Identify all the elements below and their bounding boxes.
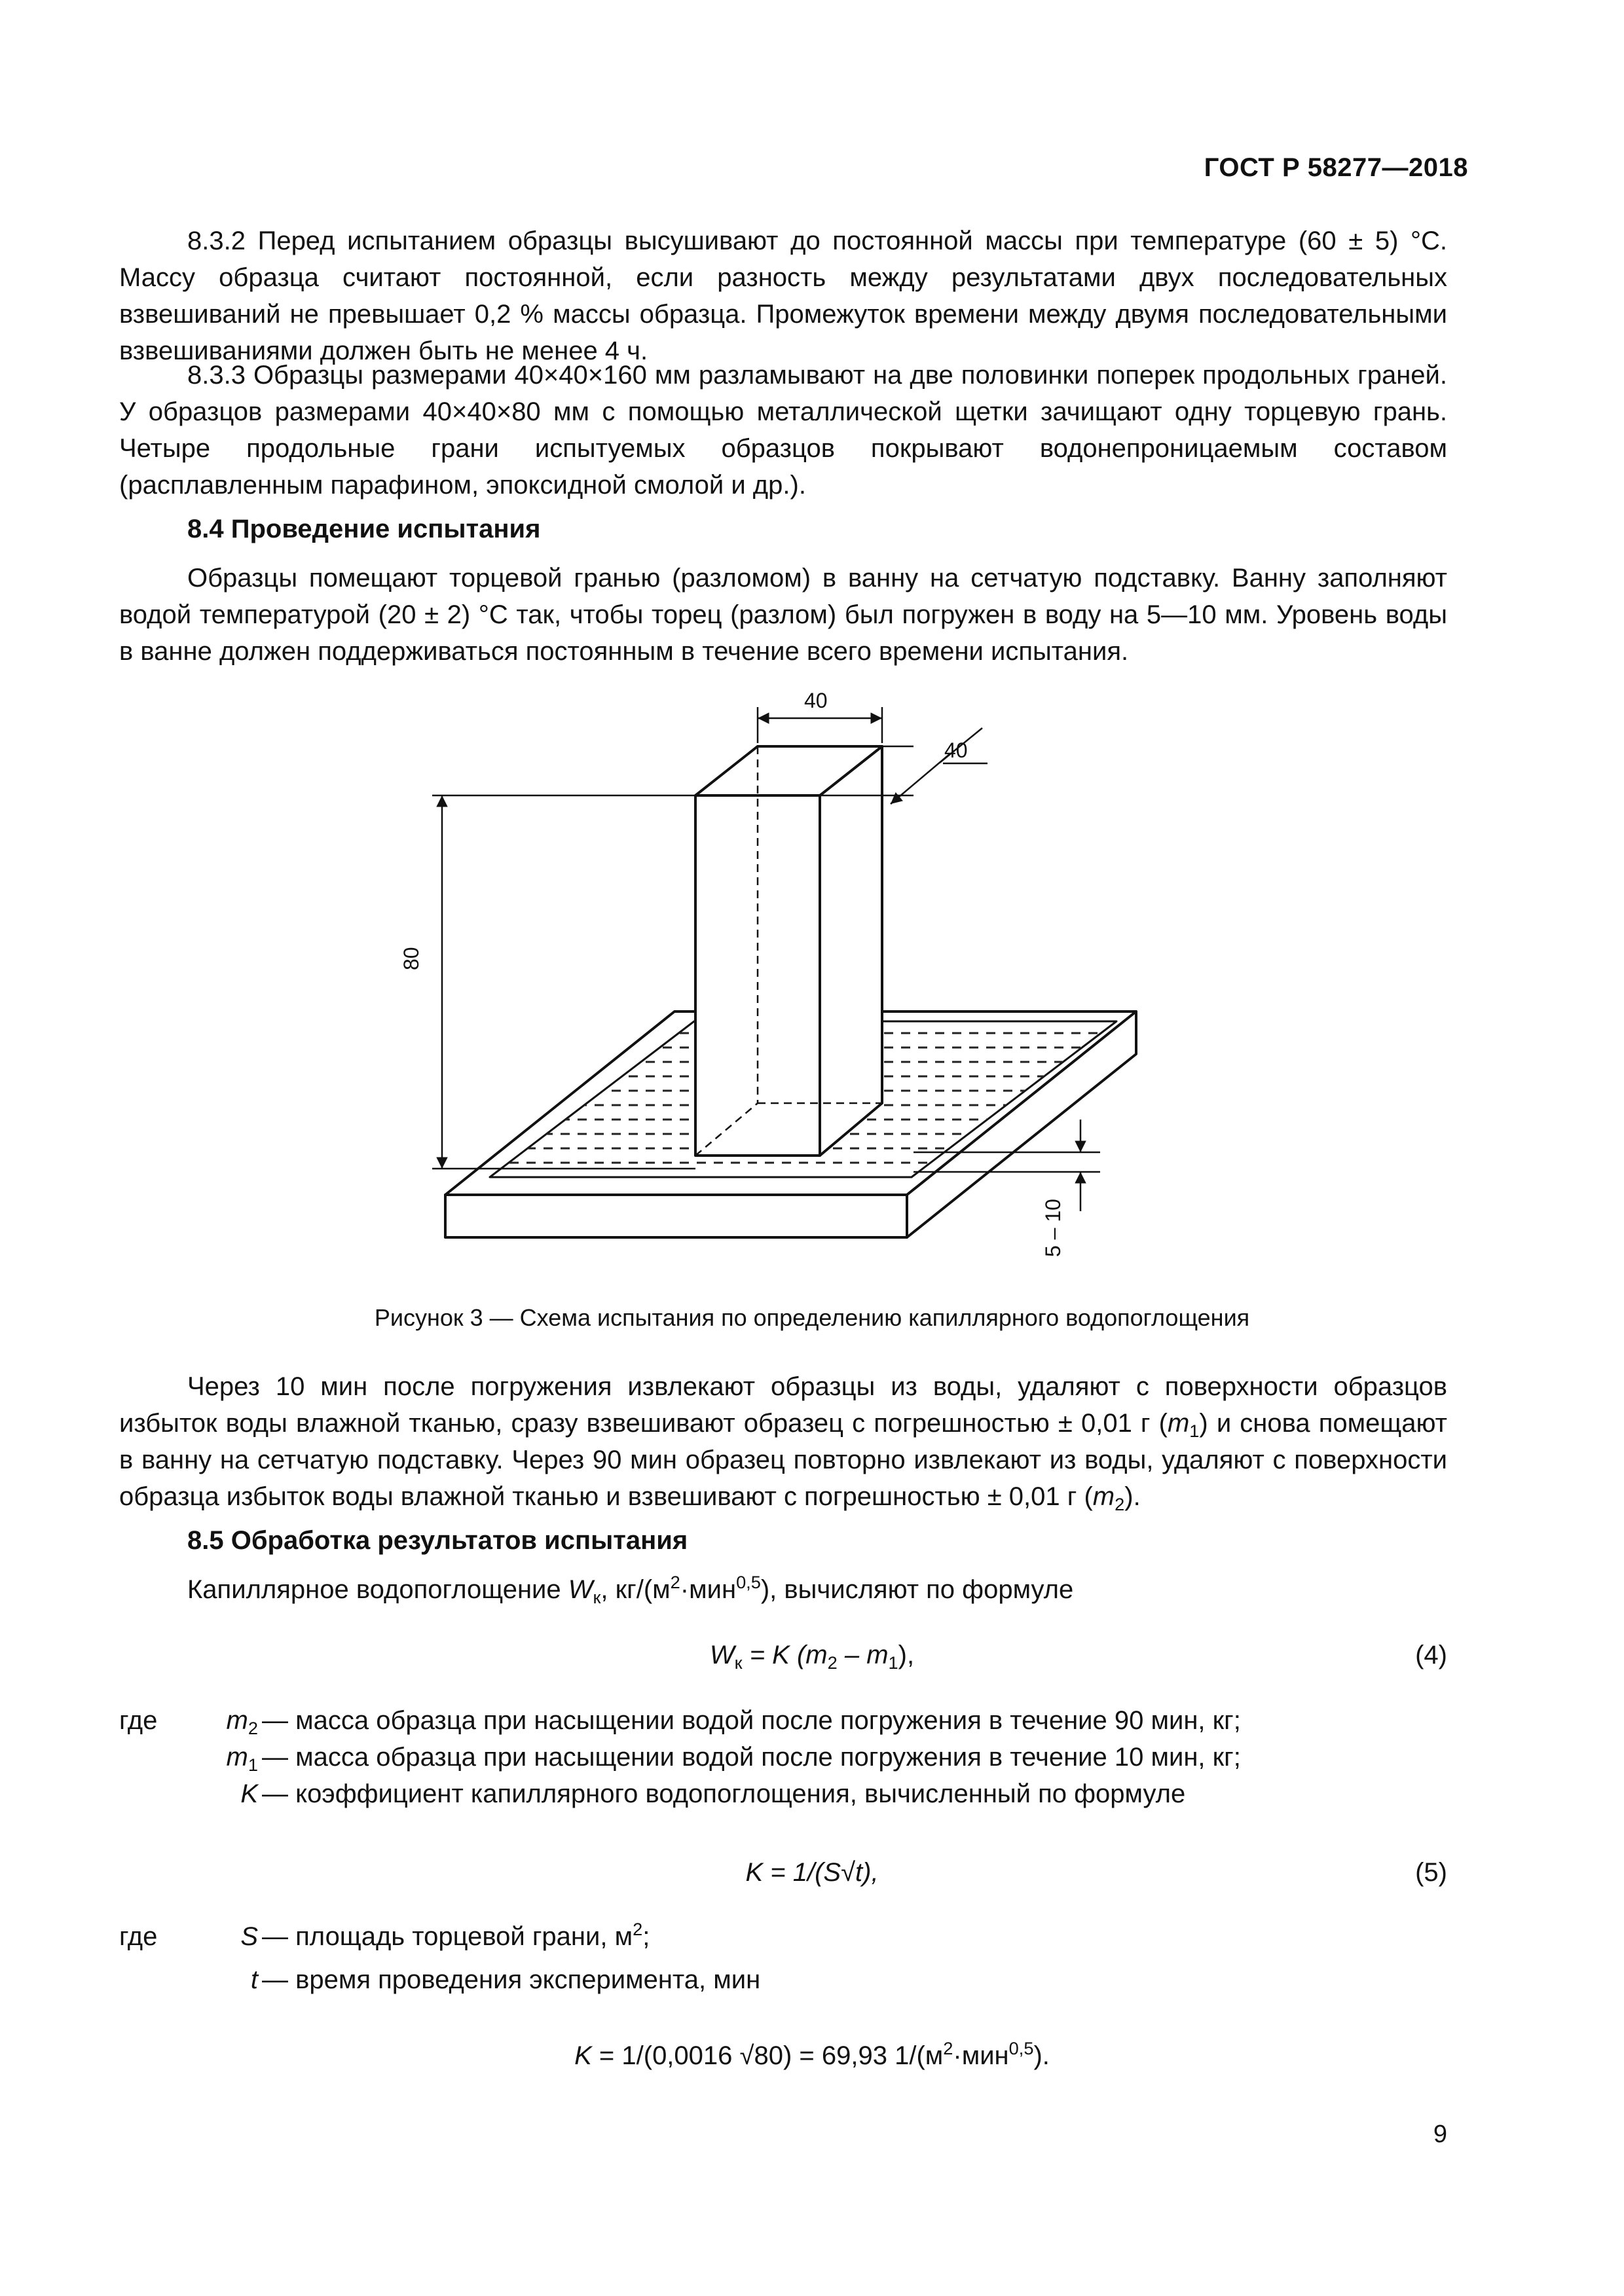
equation-number-5: (5) (1415, 1858, 1447, 1887)
paragraph-8-4: Образцы помещают торцевой гранью (разломом) в ванну на сетчатую подставку. Ванну заполняют водой температурой (20 ± 2) °С так, чтобы торец (разлом) был погружен в воду на 5—10 мм. Уровень воды в ванне должен поддерживаться постоянным в течение всего времени испытания. (119, 564, 1447, 666)
definition-k: K — коэффициент капиллярного водопоглощения, вычисленный по формуле (240, 1779, 1186, 1808)
figure-caption: Рисунок 3 — Схема испытания по определению капиллярного водопоглощения (374, 1304, 1250, 1331)
paragraph-8-3-3: 8.3.3 Образцы размерами 40×40×160 мм разламывают на две половинки поперек продольных граней. У образцов размерами 40×40×80 мм с помощью металлической щетки зачищают одну торцевую грань. Четыре продольные грани испытуемых образцов покрывают водонепроницаемым составом (расплавленным парафином, эпоксидной смолой и др.). (119, 361, 1447, 500)
definition-s: где S — площадь торцевой грани, $м^2$; (119, 1919, 650, 1951)
formula-5: K = 1/(S√t), (745, 1858, 879, 1887)
definition-m1: $m_1$ — масса образца при насыщении водой после погружения в течение 10 мин, кг; (226, 1743, 1241, 1776)
paragraph-8-3-2: 8.3.2 Перед испытанием образцы высушивают до постоянной массы при температуре (60 ± 5) °С. Массу образца считают постоянной, если разность между результатами двух последовательных взвешиваний не превышает 0,2 % массы образца. Промежуток времени между двумя последовательными взвешиваниями должен быть не менее 4 ч. (119, 227, 1447, 365)
dimension-label-height: 80 (399, 947, 423, 970)
dimension-label-side: 40 (944, 738, 968, 762)
dimension-label-top: 40 (804, 689, 828, 712)
formula-k-calculation: K = 1/(0,0016 √80) = 69,93 $1/(м^2\cdot мин^{0,5})$. (574, 2038, 1050, 2070)
equation-number-4: (4) (1415, 1641, 1447, 1669)
section-heading-8-4: 8.4 Проведение испытания (187, 515, 541, 543)
dimension-label-depth: 5 – 10 (1041, 1199, 1065, 1257)
section-heading-8-5: 8.5 Обработка результатов испытания (187, 1526, 688, 1555)
paragraph-8-5-intro: Капиллярное водопоглощение $W_к$, $кг/(м^2\cdot мин^{0,5})$, вычисляют по формуле (187, 1572, 1074, 1608)
definition-t: t — время проведения эксперимента, мин (250, 1965, 761, 1994)
specimen-prism (695, 746, 882, 1156)
document-code-header: ГОСТ Р 58277—2018 (1204, 153, 1468, 182)
definition-m2: где $m_2$ — масса образца при насыщении водой после погружения в течение 90 мин, кг; (119, 1706, 1241, 1739)
page-number: 9 (1433, 2121, 1447, 2148)
formula-4: $W_к = K$ $(m_2 - m_1)$, (709, 1641, 915, 1673)
paragraph-after-figure: Через 10 мин после погружения извлекают образцы из воды, удаляют с поверхности образцов избыток воды влажной тканью, сразу взвешивают образец с погрешностью ± 0,01 г $(m_1)$ и снова помещают в ванну на сетчатую подставку. Через 90 мин образец повторно извлекают из воды, удаляют с поверхности образца избыток воды влажной тканью и взвешивают с погрешностью ± 0,01 г $(m_2)$. (119, 1372, 1447, 1515)
